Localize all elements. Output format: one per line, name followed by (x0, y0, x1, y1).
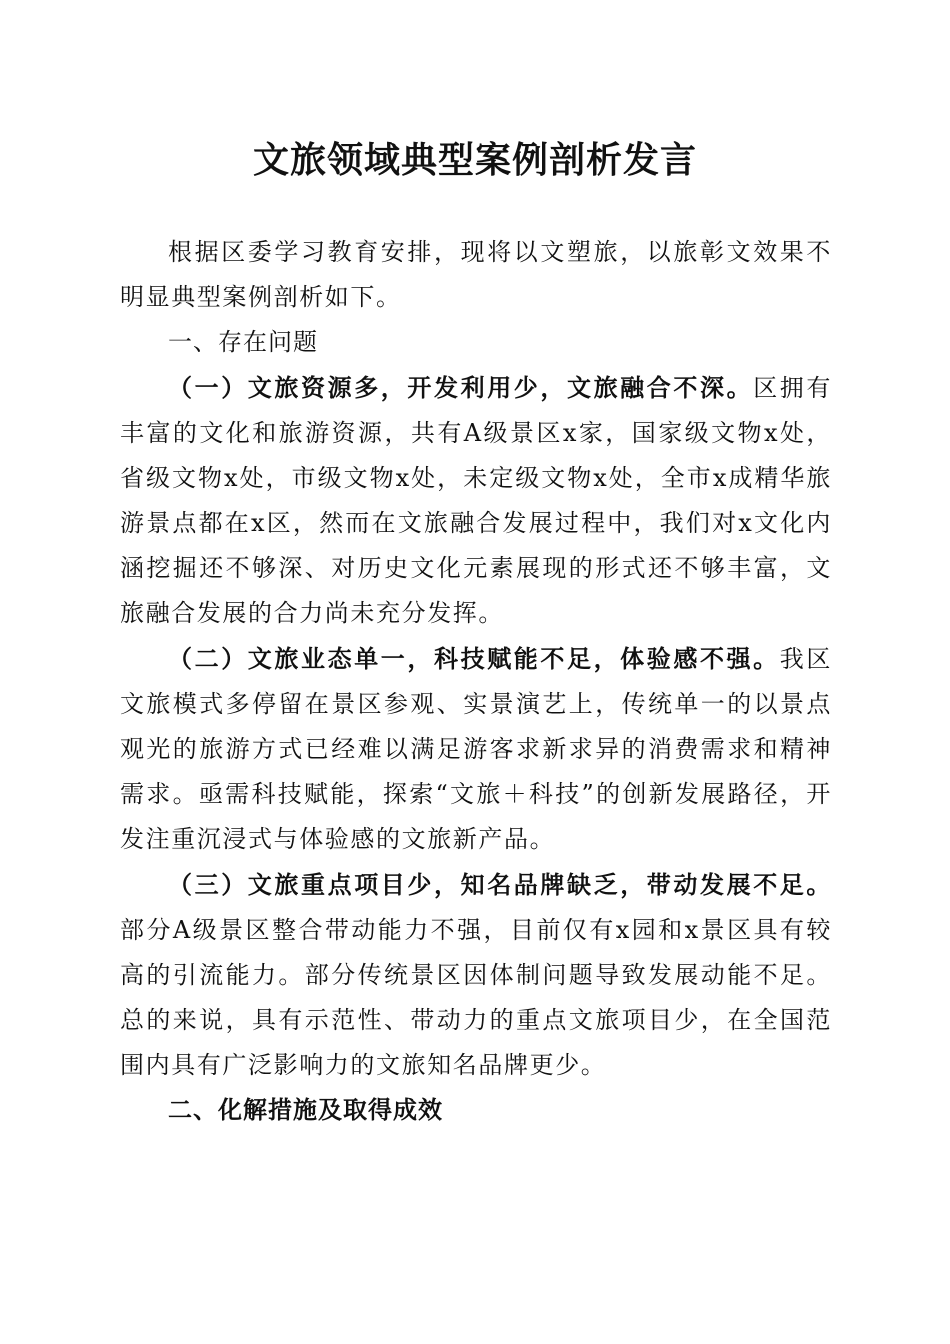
problem-item-1-body: 区拥有丰富的文化和旅游资源，共有A级景区x家，国家级文物x处，省级文物x处，市级文物x处，未定级文物x处，全市x成精华旅游景点都在x区，然而在文旅融合发展过程中，我们对x文化内涵挖掘还不够深、对历史文化元素展现的形式还不够丰富，文旅融合发展的合力尚未充分发挥。 (120, 374, 832, 627)
intro-paragraph: 根据区委学习教育安排，现将以文塑旅，以旅彰文效果不明显典型案例剖析如下。 (120, 238, 832, 311)
problem-item-3 (120, 862, 832, 1088)
problem-item-2-lead: （二）文旅业态单一，科技赋能不足，体验感不强。 (168, 644, 780, 673)
problem-item-1 (120, 365, 832, 636)
document-body (120, 230, 832, 1133)
problem-item-2-body: 我区文旅模式多停留在景区参观、实景演艺上，传统单一的以景点观光的旅游方式已经难以满足游客求新求异的消费需求和精神需求。亟需科技赋能，探索“文旅＋科技”的创新发展路径，开发注重沉浸式与体验感的文旅新产品。 (120, 645, 832, 853)
problem-item-2 (120, 636, 832, 862)
problem-item-3-lead: （三）文旅重点项目少，知名品牌缺乏，带动发展不足。 (168, 870, 832, 899)
section-heading-problems: 一、存在问题 (168, 328, 318, 356)
problem-item-3-body: 部分A级景区整合带动能力不强，目前仅有x园和x景区具有较高的引流能力。部分传统景区因体制问题导致发展动能不足。总的来说，具有示范性、带动力的重点文旅项目少，在全国范围内具有广泛影响力的文旅知名品牌更少。 (120, 916, 832, 1079)
problem-item-1-lead: （一）文旅资源多，开发利用少，文旅融合不深。 (168, 373, 754, 402)
document-title: 文旅领域典型案例剖析发言 (252, 139, 697, 181)
section-heading-measures: 二、化解措施及取得成效 (168, 1096, 443, 1124)
